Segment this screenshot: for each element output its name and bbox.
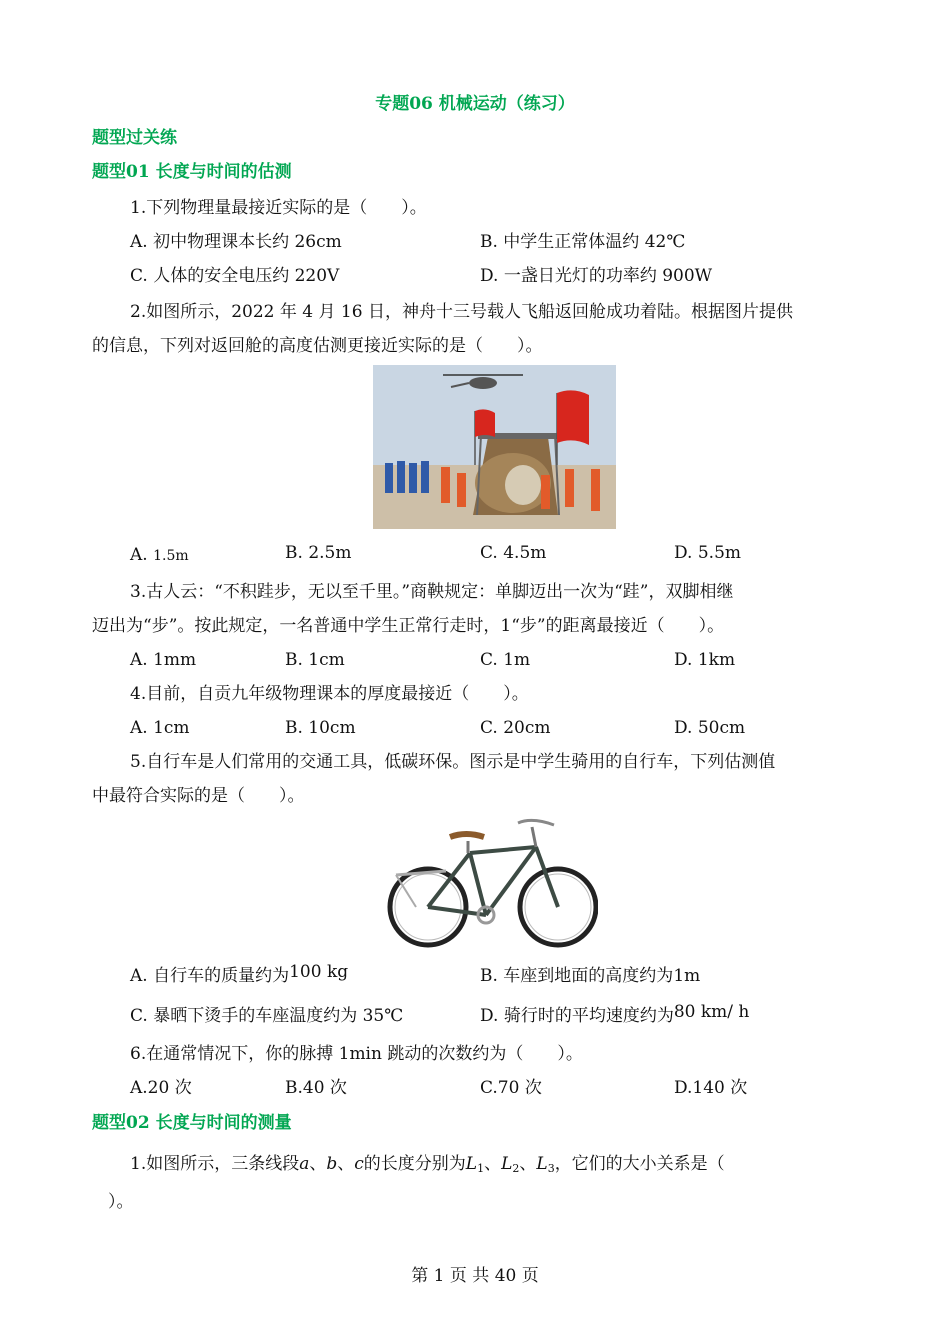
q1-option-b: B. 中学生正常体温约 42℃: [480, 232, 686, 252]
separator: 、: [519, 1154, 537, 1174]
q2-option-c-label: C.: [480, 543, 498, 563]
q2-option-a-label: A.: [130, 545, 148, 565]
q2-option-b-value: 2.5m: [308, 543, 352, 563]
separator: 、: [337, 1154, 355, 1174]
type1-heading: 题型01 长度与时间的估测: [92, 162, 292, 182]
length-L2-subscript: 2: [512, 1162, 520, 1175]
q3-option-a: A. 1mm: [130, 650, 197, 670]
bicycle-image: [386, 815, 598, 951]
q1-option-a: A. 初中物理课本长约 26cm: [130, 232, 342, 252]
q1-option-d: D. 一盏日光灯的功率约 900W: [480, 266, 713, 286]
q1-option-c: C. 人体的安全电压约 220V: [130, 266, 340, 286]
q5-option-d: [480, 1004, 749, 1028]
q2-option-b: [285, 541, 351, 565]
q4-option-c: C. 20cm: [480, 718, 551, 738]
type2-q1-stem-line2: ）。: [108, 1192, 134, 1212]
q2-option-c: [480, 541, 546, 565]
q6-option-b: B.40 次: [285, 1078, 347, 1098]
q1-stem: 1.下列物理量最接近实际的是（ ）。: [130, 198, 427, 218]
type2-q1-text-3: ，它们的大小关系是（: [554, 1154, 725, 1174]
q6-option-d: D.140 次: [674, 1078, 748, 1098]
type2-q1-stem-line1: [130, 1152, 725, 1181]
q5-stem-line1: 5.自行车是人们常用的交通工具，低碳环保。图示是中学生骑用的自行车，下列估测值: [130, 752, 776, 772]
q3-stem-line1: 3.古人云：“不积跬步，无以至千里。”商鞅规定：单脚迈出一次为“跬”，双脚相继: [130, 582, 734, 602]
q3-option-d: D. 1km: [674, 650, 736, 670]
q4-stem: 4.目前，自贡九年级物理课本的厚度最接近（ ）。: [130, 684, 529, 704]
q2-option-d: [674, 541, 741, 565]
q2-option-b-label: B.: [285, 543, 303, 563]
q5-stem-line2: 中最符合实际的是（ ）。: [92, 786, 305, 806]
q4-option-a: A. 1cm: [130, 718, 190, 738]
length-L1-symbol: L: [465, 1154, 478, 1174]
q2-option-c-value: 4.5m: [503, 543, 547, 563]
length-L2-symbol: L: [501, 1154, 513, 1174]
length-L3-symbol: L: [536, 1154, 548, 1174]
q2-option-a: [130, 543, 189, 568]
q6-option-c: C.70 次: [480, 1078, 542, 1098]
q4-option-b: B. 10cm: [285, 718, 356, 738]
page-footer: 第 1 页 共 40 页: [411, 1266, 539, 1286]
capsule-landing-photo: [373, 365, 616, 529]
section-heading: 题型过关练: [92, 128, 177, 148]
q5-option-a: [130, 964, 348, 988]
length-L1-subscript: 1: [477, 1162, 485, 1175]
segment-b-label: b: [326, 1154, 338, 1174]
separator: 、: [484, 1154, 502, 1174]
q5-option-d-value: 80 km/ h: [673, 1002, 750, 1022]
type2-q1-text-1: 1.如图所示，三条线段: [130, 1154, 300, 1174]
q3-option-b: B. 1cm: [285, 650, 345, 670]
q4-option-d: D. 50cm: [674, 718, 746, 738]
q6-option-a: A.20 次: [130, 1078, 192, 1098]
q2-stem-line2: 的信息，下列对返回舱的高度估测更接近实际的是（ ）。: [92, 336, 543, 356]
page-title: 专题06 机械运动（练习）: [375, 94, 575, 114]
q3-option-c: C. 1m: [480, 650, 531, 670]
q5-option-b: [480, 964, 700, 988]
q6-stem: 6.在通常情况下，你的脉搏 1min 跳动的次数约为（ ）。: [130, 1044, 583, 1064]
q5-option-a-value: 100 kg: [289, 962, 349, 982]
bicycle-icon: [390, 820, 596, 945]
segment-c-label: c: [354, 1154, 364, 1174]
type2-heading: 题型02 长度与时间的测量: [92, 1113, 292, 1133]
separator: 、: [309, 1154, 327, 1174]
q2-option-d-value: 5.5m: [697, 543, 741, 563]
q5-option-a-text: A. 自行车的质量约为: [130, 966, 290, 986]
q5-option-b-value: 1m: [673, 966, 701, 986]
type2-q1-text-2: 的长度分别为: [363, 1154, 466, 1174]
segment-a-label: a: [299, 1154, 310, 1174]
q2-option-a-value: 1.5m: [153, 548, 189, 564]
q2-stem-line1: 2.如图所示，2022 年 4 月 16 日，神舟十三号载人飞船返回舱成功着陆。根据图片提供: [130, 302, 793, 322]
q5-option-c: C. 暴晒下烫手的车座温度约为 35℃: [130, 1006, 404, 1026]
q2-option-d-label: D.: [674, 543, 693, 563]
q5-option-d-text: D. 骑行时的平均速度约为: [480, 1006, 674, 1026]
length-L3-subscript: 3: [547, 1162, 555, 1175]
q3-stem-line2: 迈出为“步”。按此规定，一名普通中学生正常行走时，1“步”的距离最接近（ ）。: [92, 616, 725, 636]
q5-option-b-text: B. 车座到地面的高度约为: [480, 966, 674, 986]
